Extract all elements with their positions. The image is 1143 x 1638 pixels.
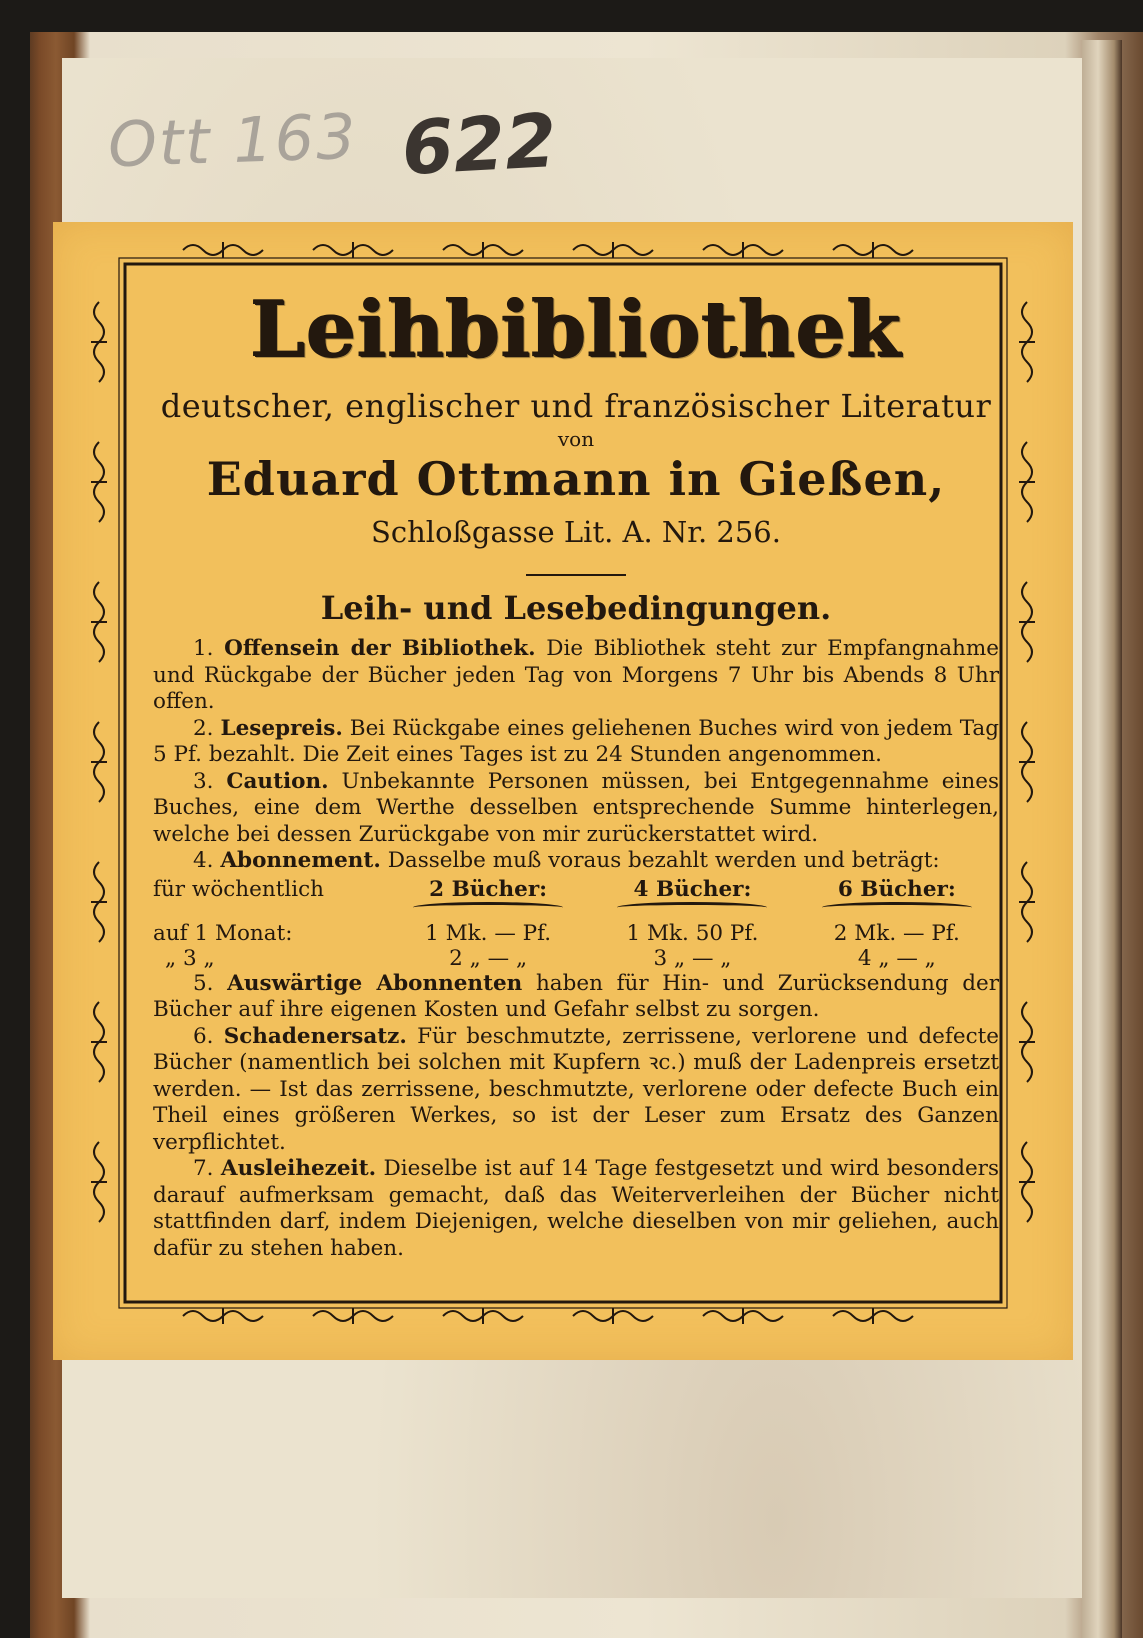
label-subtitle: deutscher, englischer und französischer Literatur (160, 387, 992, 425)
border-ornament (313, 242, 393, 258)
rules-list (153, 636, 999, 1262)
label-content (153, 282, 999, 1262)
subscription-table (153, 877, 999, 971)
table-header-row (153, 877, 999, 921)
rule-text: haben für Hin- und Zurücksendung der Bücher auf ihre eigenen Kosten und Gefahr selbst zu sorgen. (153, 970, 999, 1022)
rule-number: 3. (193, 768, 214, 794)
rule-item (153, 636, 999, 716)
border-ornament (443, 1308, 523, 1324)
border-ornament (183, 242, 263, 258)
border-ornament (183, 1308, 263, 1324)
rule-item (153, 716, 999, 769)
table-cell: 1 Mk. — Pf. (425, 920, 552, 946)
border-ornament (1019, 862, 1035, 942)
border-ornament (1019, 722, 1035, 802)
rule-item (153, 769, 999, 849)
label-von: von (557, 427, 595, 451)
rule-item (153, 971, 999, 1024)
border-ornament (833, 242, 913, 258)
rule-heading: Schadenersatz. (223, 1023, 407, 1049)
column-label: 6 Bücher: (837, 876, 956, 902)
column-label: 2 Bücher: (429, 876, 548, 902)
border-ornament (91, 302, 107, 382)
column-label: 4 Bücher: (633, 876, 752, 902)
table-header-cell: für wöchentlich (153, 876, 325, 902)
rule-number: 7. (193, 1156, 214, 1181)
rule-number: 6. (193, 1023, 214, 1049)
rule-heading: Lesepreis. (220, 715, 343, 741)
table-cell: 4 „ — „ (857, 945, 936, 971)
rule-item (153, 1156, 999, 1262)
border-ornament (91, 722, 107, 802)
rule-text: Die Bibliothek steht zur Empfangnahme und Rückgabe der Bücher jeden Tag von Morgens 7 Uhr bis Abends 8 Uhr offen. (153, 636, 1000, 714)
border-ornament (443, 242, 523, 258)
rule-text: Dieselbe ist auf 14 Tage festgesetzt und wird besonders darauf aufmerksam gemacht, daß das Weiterverleihen der Bücher nicht stattfinden darf, indem Diejenigen, welche dieselben von mir geliehen, auch dafür zu stehen haben. (153, 1156, 999, 1261)
rule-number: 1. (193, 636, 214, 661)
label-title: Leihbibliothek (250, 284, 902, 375)
border-ornament (573, 1308, 653, 1324)
rule-text: Unbekannte Personen müssen, bei Entgegennahme eines Buches, eine dem Werthe desselben entsprechende Summe hinterlegen, welche bei dessen Zurückgabe von mir zurückerstattet wird. (153, 768, 999, 847)
book-spine-edge (1082, 40, 1122, 1638)
conditions-heading: Leih- und Lesebedingungen. (320, 589, 832, 627)
table-header-cell (795, 877, 999, 921)
border-ornament (91, 442, 107, 522)
table-header-cell (590, 877, 794, 921)
border-ornament (833, 1308, 913, 1324)
rule-text: Bei Rückgabe eines geliehenen Buches wird von jedem Tag 5 Pf. bezahlt. Die Zeit eines Tages ist zu 24 Stunden angenommen. (153, 715, 999, 767)
owner-name: Eduard Ottmann in Gießen, (206, 452, 946, 506)
brace-ornament (822, 902, 972, 913)
table-cell: 2 Mk. — Pf. (833, 920, 960, 946)
border-ornament (1019, 442, 1035, 522)
border-ornament (313, 1308, 393, 1324)
brace-ornament (617, 902, 767, 913)
rule-item (153, 848, 999, 875)
border-ornament (91, 582, 107, 662)
rule-text: Dasselbe muß voraus bezahlt werden und beträgt: (387, 848, 940, 873)
owner-address: Schloßgasse Lit. A. Nr. 256. (371, 515, 781, 549)
table-cell: 1 Mk. 50 Pf. (626, 920, 759, 946)
border-ornament (703, 242, 783, 258)
border-ornament (1019, 302, 1035, 382)
rule-heading: Ausleihezeit. (220, 1156, 377, 1181)
shelfmark-handwriting: Ott 163 (106, 99, 359, 182)
table-row (153, 921, 999, 946)
border-ornament (1019, 582, 1035, 662)
border-ornament (91, 1002, 107, 1082)
rule-item (153, 1024, 999, 1157)
border-ornament (91, 1142, 107, 1222)
rule-heading: Caution. (226, 768, 329, 794)
border-ornament (703, 1308, 783, 1324)
rule-heading: Offensein der Bibliothek. (224, 636, 536, 661)
table-cell: 2 „ — „ (449, 945, 528, 971)
border-ornament (1019, 1142, 1035, 1222)
brace-ornament (413, 902, 563, 913)
divider (526, 574, 626, 576)
rule-heading: Auswärtige Abonnenten (227, 970, 523, 996)
table-cell: auf 1 Monat: (153, 920, 293, 946)
rule-number: 5. (193, 970, 214, 996)
rule-heading: Abonnement. (220, 848, 381, 873)
border-ornament (91, 862, 107, 942)
border-ornament (1019, 1002, 1035, 1082)
inventory-number-handwriting: 622 (399, 98, 559, 192)
table-row (153, 946, 999, 971)
table-cell: „ 3 „ (165, 945, 215, 971)
library-label (53, 222, 1073, 1360)
rule-number: 2. (193, 715, 214, 741)
table-header-cell (386, 877, 590, 921)
table-cell: 3 „ — „ (653, 945, 732, 971)
rule-text: Für beschmutzte, zerrissene, verlorene und defecte Bücher (namentlich bei solchen mit Kupfern ꝛc.) muß der Ladenpreis ersetzt werden. — Ist das zerrissene, beschmutzte, verlorene oder defecte Buch ein Theil eines größeren Werkes, so ist der Leser zum Ersatz des Ganzen verpflichtet. (153, 1023, 999, 1155)
border-ornament (573, 242, 653, 258)
rule-number: 4. (193, 848, 214, 873)
